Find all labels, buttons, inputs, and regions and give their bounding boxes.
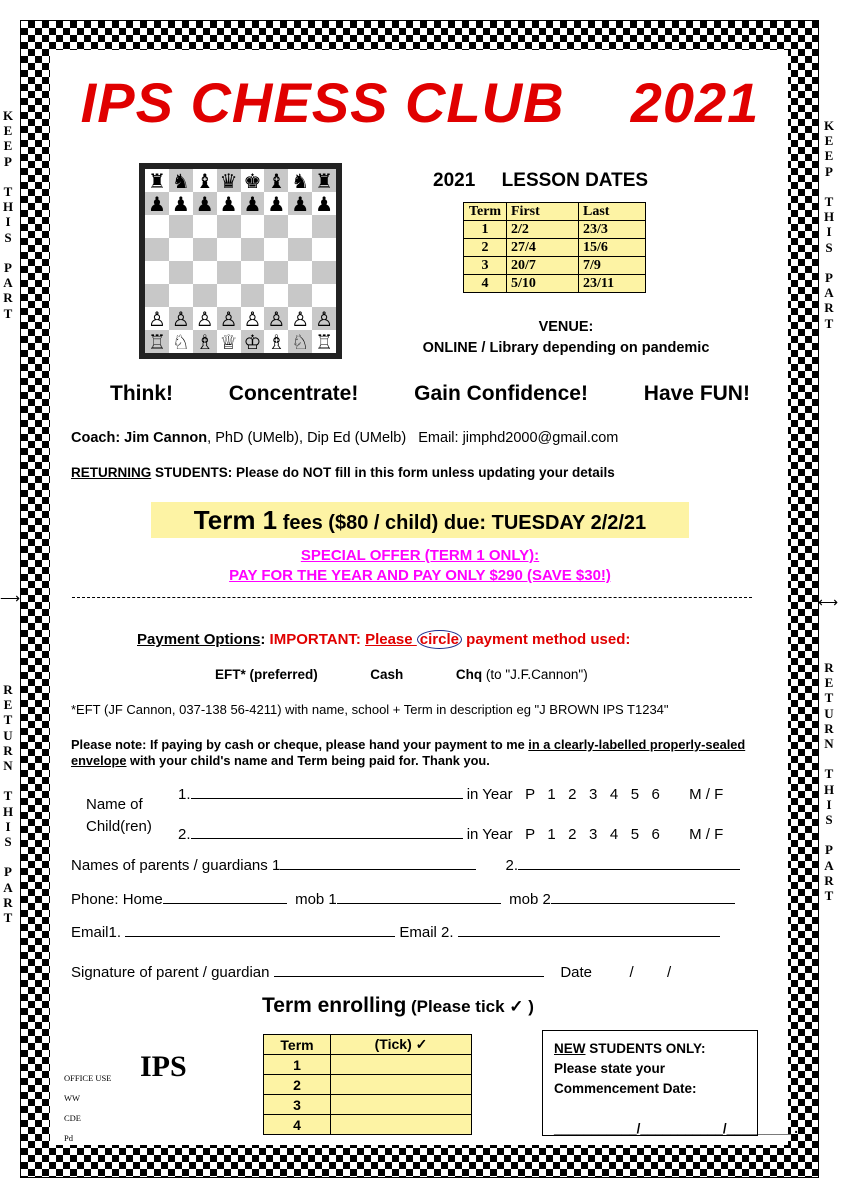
chess-piece-square: ♙: [193, 307, 217, 330]
mob-2-label: mob 2: [509, 891, 551, 908]
chess-piece-square: ♚: [241, 169, 265, 192]
phone-home-field[interactable]: [163, 889, 287, 904]
chess-square: [264, 215, 288, 238]
fees-details: fees ($80 / child) due: TUESDAY 2/2/21: [277, 512, 647, 534]
parent-2-field[interactable]: [518, 855, 740, 870]
venue-label: VENUE:: [538, 319, 594, 335]
last-date-cell: 23/11: [579, 275, 646, 293]
first-date-cell: 2/2: [507, 221, 579, 239]
parent-1-number: 1: [271, 857, 281, 874]
chess-square: [264, 284, 288, 307]
coach-label: Coach: Jim Cannon: [71, 430, 208, 446]
table-row: [464, 221, 646, 239]
chess-piece-square: ♜: [145, 169, 169, 192]
term-enrolling-table: [263, 1034, 472, 1135]
chess-piece-square: ♟: [217, 192, 241, 215]
column-header-term: Term: [264, 1035, 331, 1055]
lesson-dates-heading: 2021 LESSON DATES: [433, 170, 649, 191]
office-ww-label: WW: [64, 1093, 81, 1103]
method-eft[interactable]: EFT* (preferred): [215, 667, 318, 682]
chess-piece-square: ♙: [312, 307, 336, 330]
mob-1-label: mob 1: [295, 891, 337, 908]
chess-square: [217, 238, 241, 261]
chess-square: [241, 238, 265, 261]
fees-term: Term 1: [193, 505, 278, 535]
slogan: Gain Confidence!: [414, 382, 588, 405]
note-part-1: Please note: If paying by cash or cheque, please hand your payment to me: [71, 737, 529, 752]
term-cell: 1: [264, 1055, 331, 1075]
commencement-date-field[interactable]: ___________/___________/_________.: [554, 1121, 799, 1136]
chess-piece-square: ♞: [169, 169, 193, 192]
chess-piece-square: ♙: [217, 307, 241, 330]
parents-label: Names of parents / guardians: [71, 857, 272, 874]
payment-method-instruction: payment method used:: [462, 631, 631, 648]
email-2-field[interactable]: [458, 922, 720, 937]
coach-line: [71, 430, 618, 446]
cut-arrow-left-icon: ⟶: [0, 590, 21, 606]
parents-row: [71, 855, 740, 874]
column-header-last: Last: [579, 203, 646, 221]
phone-home-label: Phone: Home: [71, 891, 163, 908]
chess-square: [193, 284, 217, 307]
last-date-cell: 23/3: [579, 221, 646, 239]
first-date-cell: 20/7: [507, 257, 579, 275]
chess-piece-square: ♙: [288, 307, 312, 330]
chess-square: [288, 284, 312, 307]
chess-square: [169, 284, 193, 307]
table-row: [464, 239, 646, 257]
table-row: [264, 1095, 472, 1115]
chess-piece-square: ♖: [145, 330, 169, 353]
chess-square: [193, 261, 217, 284]
gender-options[interactable]: M / F: [689, 786, 724, 803]
chess-square: [241, 284, 265, 307]
chess-piece-square: ♖: [312, 330, 336, 353]
chess-piece-square: ♘: [169, 330, 193, 353]
table-row: [464, 275, 646, 293]
email-1-label: Email1.: [71, 924, 126, 941]
venue-block: [380, 317, 752, 359]
offer-line-1: SPECIAL OFFER (TERM 1 ONLY):: [300, 547, 540, 564]
students-only-label: STUDENTS ONLY:: [585, 1041, 706, 1056]
chess-piece-square: ♔: [241, 330, 265, 353]
tick-cell[interactable]: [331, 1055, 472, 1075]
tick-cell[interactable]: [331, 1095, 472, 1115]
chess-square: [264, 261, 288, 284]
note-underlined: in a clearly-labelled properly-sealed envelope: [71, 737, 746, 768]
please-tick-label: (Please tick ✓ ): [406, 997, 534, 1016]
ips-logo-text: IPS: [140, 1050, 187, 1083]
mob-2-field[interactable]: [551, 889, 735, 904]
chess-square: [312, 284, 336, 307]
last-date-cell: 15/6: [579, 239, 646, 257]
table-row: [264, 1115, 472, 1135]
child-1-name-field[interactable]: [191, 784, 463, 799]
first-date-cell: 5/10: [507, 275, 579, 293]
signature-field[interactable]: [274, 962, 544, 977]
payment-options-heading: [137, 631, 630, 648]
column-header-term: Term: [464, 203, 507, 221]
in-year-label: in Year: [466, 786, 513, 803]
mob-1-field[interactable]: [337, 889, 501, 904]
term-cell: 1: [464, 221, 507, 239]
chess-piece-square: ♗: [193, 330, 217, 353]
chess-square: [145, 215, 169, 238]
office-use-block: [64, 1068, 111, 1148]
payment-note: [71, 737, 751, 769]
slogans: [110, 382, 750, 406]
fees-banner: [151, 502, 689, 538]
child-name-label-2: Child(ren): [86, 818, 152, 835]
payment-options-label: Payment Options: [137, 631, 261, 648]
colon: :: [260, 631, 270, 648]
chess-piece-square: ♞: [288, 169, 312, 192]
chess-square: [288, 215, 312, 238]
last-date-cell: 7/9: [579, 257, 646, 275]
chess-square: [145, 238, 169, 261]
term-cell: 3: [464, 257, 507, 275]
chess-piece-square: ♙: [264, 307, 288, 330]
term-enrolling-label: Term enrolling: [262, 994, 407, 1017]
tick-cell[interactable]: [331, 1075, 472, 1095]
chess-square: [145, 261, 169, 284]
chess-piece-square: ♝: [264, 169, 288, 192]
chessboard-grid: [145, 169, 336, 353]
phone-row: [71, 889, 735, 908]
year-options[interactable]: P 1 2 3 4 5 6: [525, 826, 660, 843]
chessboard-image: [139, 163, 342, 359]
year-options[interactable]: P 1 2 3 4 5 6: [525, 786, 660, 803]
office-pd-label: Pd: [64, 1133, 73, 1143]
tick-cell[interactable]: [331, 1115, 472, 1135]
method-cash[interactable]: Cash: [370, 667, 404, 682]
email-1-field[interactable]: [125, 922, 395, 937]
chess-square: [169, 215, 193, 238]
table-row: [264, 1075, 472, 1095]
returning-label: RETURNING: [71, 465, 152, 480]
chess-square: [145, 284, 169, 307]
chess-square: [241, 261, 265, 284]
chess-piece-square: ♜: [312, 169, 336, 192]
method-cheque[interactable]: Chq: [455, 667, 483, 682]
office-cde-label: CDE: [64, 1113, 81, 1123]
child-name-label-1: Name of: [86, 796, 143, 813]
chess-piece-square: ♟: [264, 192, 288, 215]
email-row: [71, 922, 720, 941]
chess-square: [241, 215, 265, 238]
spacer: [318, 667, 371, 682]
cut-line-divider: [72, 597, 752, 598]
in-year-label: in Year: [466, 826, 513, 843]
chess-square: [217, 215, 241, 238]
table-header-row: [464, 203, 646, 221]
parent-1-field[interactable]: [280, 855, 476, 870]
slogan: Concentrate!: [228, 382, 359, 405]
slogan: Have FUN!: [643, 382, 750, 405]
signature-row: [71, 962, 671, 981]
chess-square: [169, 238, 193, 261]
term-cell: 4: [264, 1115, 331, 1135]
column-header-first: First: [507, 203, 579, 221]
cut-arrow-right-icon: ⟷: [818, 594, 839, 610]
special-offer: [60, 546, 780, 586]
new-students-text: [554, 1039, 798, 1139]
chess-piece-square: ♟: [241, 192, 265, 215]
side-label-keep-right: K E E P T H I S P A R T: [823, 118, 835, 331]
child-2-number: 2.: [178, 826, 191, 843]
table-row: [264, 1055, 472, 1075]
chess-piece-square: ♟: [169, 192, 193, 215]
eft-details: *EFT (JF Cannon, 037-138 56-4211) with name, school + Term in description eg "J BROWN IPS T1234": [71, 702, 669, 717]
date-field[interactable]: Date / /: [560, 964, 672, 981]
please-label: Please: [365, 631, 417, 648]
payment-methods: [215, 667, 665, 682]
chess-square: [264, 238, 288, 261]
side-label-return-left: R E T U R N T H I S P A R T: [2, 682, 14, 926]
new-students-box: [542, 1030, 799, 1136]
chess-piece-square: ♟: [288, 192, 312, 215]
offer-line-2: PAY FOR THE YEAR AND PAY ONLY $290 (SAVE $30!): [229, 567, 611, 584]
spacer: [403, 667, 456, 682]
table-row: [464, 257, 646, 275]
child-1-number: 1.: [178, 786, 191, 803]
column-header-tick: (Tick) ✓: [331, 1035, 472, 1055]
chess-piece-square: ♙: [169, 307, 193, 330]
chess-square: [312, 261, 336, 284]
table-header-row: [264, 1035, 472, 1055]
chess-square: [288, 238, 312, 261]
chess-piece-square: ♕: [217, 330, 241, 353]
chess-square: [169, 261, 193, 284]
note-part-2: with your child's name and Term being paid for. Thank you.: [126, 753, 490, 768]
chess-piece-square: ♗: [264, 330, 288, 353]
venue-value: ONLINE / Library depending on pandemic: [422, 340, 710, 356]
email-2-label: Email 2.: [399, 924, 458, 941]
chess-piece-square: ♘: [288, 330, 312, 353]
lesson-dates-table: [463, 202, 646, 293]
chess-square: [288, 261, 312, 284]
office-use-label: OFFICE USE: [64, 1073, 112, 1083]
first-date-cell: 27/4: [507, 239, 579, 257]
term-cell: 2: [264, 1075, 331, 1095]
chess-piece-square: ♟: [145, 192, 169, 215]
chess-square: [312, 215, 336, 238]
child-2-row: [178, 824, 723, 843]
please-state-label: Please state your: [554, 1061, 666, 1076]
returning-students-note: [71, 465, 615, 480]
chess-piece-square: ♟: [193, 192, 217, 215]
returning-rest: STUDENTS: Please do NOT fill in this form unless updating your details: [151, 465, 615, 480]
important-label: IMPORTANT:: [269, 631, 366, 648]
chess-square: [217, 261, 241, 284]
chess-square: [193, 215, 217, 238]
side-label-return-right: R E T U R N T H I S P A R T: [823, 660, 835, 904]
commencement-date-label: Commencement Date:: [554, 1081, 697, 1096]
chess-piece-square: ♝: [193, 169, 217, 192]
chess-piece-square: ♛: [217, 169, 241, 192]
chess-square: [312, 238, 336, 261]
new-label: NEW: [554, 1041, 586, 1056]
slogan: Think!: [110, 382, 173, 405]
chess-piece-square: ♙: [241, 307, 265, 330]
coach-details: , PhD (UMelb), Dip Ed (UMelb) Email: jimphd2000@gmail.com: [207, 430, 619, 446]
circle-word: circle: [417, 630, 462, 649]
gender-options[interactable]: M / F: [689, 826, 724, 843]
chess-piece-square: ♟: [312, 192, 336, 215]
term-enrolling-heading: [262, 994, 534, 1018]
child-2-name-field[interactable]: [191, 824, 463, 839]
term-cell: 2: [464, 239, 507, 257]
term-cell: 3: [264, 1095, 331, 1115]
chess-square: [217, 284, 241, 307]
cheque-payee: (to "J.F.Cannon"): [482, 667, 588, 682]
parent-2-number: 2.: [505, 857, 518, 874]
signature-label: Signature of parent / guardian: [71, 964, 274, 981]
chess-piece-square: ♙: [145, 307, 169, 330]
child-1-row: [178, 784, 723, 803]
term-cell: 4: [464, 275, 507, 293]
side-label-keep-left: K E E P T H I S P A R T: [2, 108, 14, 321]
chess-square: [193, 238, 217, 261]
page-title: IPS CHESS CLUB 2021: [80, 71, 760, 134]
